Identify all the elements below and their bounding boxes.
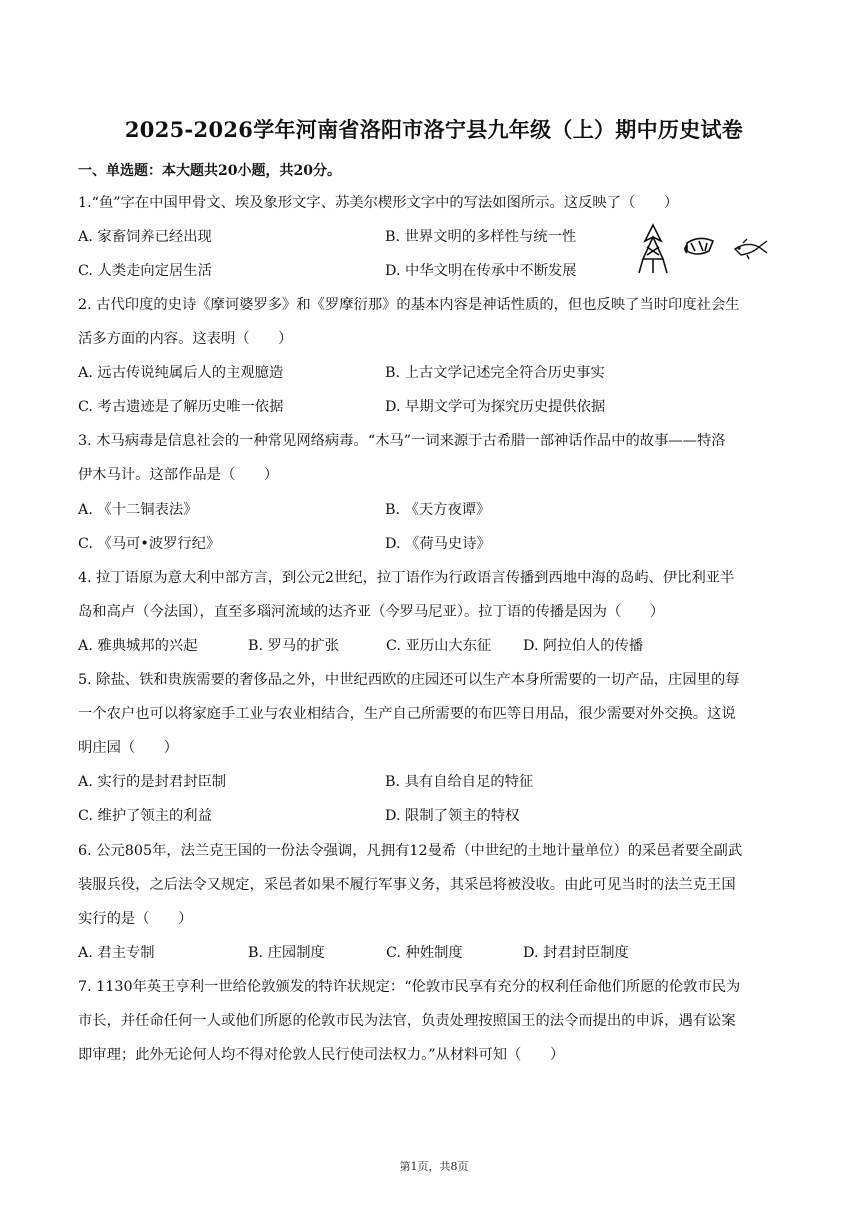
question-2-option-d: D. 早期文学可为探究历史提供依据 [385,399,606,415]
question-6-stem-line-3: 实行的是（ ） [78,911,193,927]
question-3-stem-line-2: 伊木马计。这部作品是（ ） [78,467,279,483]
question-5-stem-line-3: 明庄园（ ） [78,740,179,756]
section-heading: 一、单选题：本大题共20小题，共20分。 [78,163,341,179]
page-title: 2025-2026学年河南省洛阳市洛宁县九年级（上）期中历史试卷 [124,117,744,142]
fish-oracle-bone-icon [639,225,667,273]
question-4-option-a: A. 雅典城邦的兴起 [78,638,198,654]
question-6-option-b: B. 庄园制度 [248,945,325,961]
question-6-stem-line-2: 装服兵役，之后法令又规定，采邑者如果不履行军事义务，其采邑将被没收。由此可见当时的法兰克王国 [78,877,736,893]
question-3-option-a: A. 《十二铜表法》 [78,502,198,518]
question-5-stem-line-2: 一个农户也可以将家庭手工业与农业相结合，生产自己所需要的布匹等日用品，很少需要对外交换。这说 [78,706,736,722]
question-3-option-b: B. 《天方夜谭》 [385,502,491,518]
question-7-stem-line-3: 即审理；此外无论何人均不得对伦敦人民行使司法权力。”从材料可知（ ） [78,1047,565,1063]
question-2-stem-line-2: 活多方面的内容。这表明（ ） [78,331,293,347]
question-5-stem-line-1: 5. 除盐、铁和贵族需要的奢侈品之外，中世纪西欧的庄园还可以生产本身所需要的一切产品，庄园里的每 [78,672,740,688]
question-1-option-b: B. 世界文明的多样性与统一性 [385,229,577,245]
question-5-option-a: A. 实行的是封君封臣制 [78,774,227,790]
question-1-option-a: A. 家畜饲养已经出现 [78,229,212,245]
question-3-stem-line-1: 3. 木马病毒是信息社会的一种常见网络病毒。“木马”一词来源于古希腊一部神话作品中的故事——特洛 [78,433,726,449]
question-6-stem-line-1: 6. 公元805年，法兰克王国的一份法令强调，凡拥有12曼希（中世纪的土地计量单位）的采邑者要全副武 [78,843,743,859]
question-6-option-d: D. 封君封臣制度 [523,945,629,961]
question-7-stem-line-2: 市长，并任命任何一人或他们所愿的伦敦市民为法官，负责处理按照国王的法令而提出的申诉，遇有讼案 [78,1013,736,1029]
question-3-option-c: C. 《马可•波罗行纪》 [78,536,221,552]
question-2-stem-line-1: 2. 古代印度的史诗《摩诃婆罗多》和《罗摩衍那》的基本内容是神话性质的，但也反映了当时印度社会生 [78,297,740,313]
question-2-option-b: B. 上古文学记述完全符合历史事实 [385,365,605,381]
question-5-option-c: C. 维护了领主的利益 [78,808,212,824]
question-4-option-d: D. 阿拉伯人的传播 [523,638,644,654]
page-footer: 第1页，共8页 [399,1160,469,1173]
question-4-option-c: C. 亚历山大东征 [386,638,492,654]
question-5-option-b: B. 具有自给自足的特征 [385,774,534,790]
question-5-option-d: D. 限制了领主的特权 [385,808,520,824]
question-2-option-a: A. 远古传说纯属后人的主观臆造 [78,365,284,381]
fish-scripts-figure [635,221,770,277]
question-4-stem-line-2: 岛和高卢（今法国），直至多瑙河流域的达齐亚（今罗马尼亚）。拉丁语的传播是因为（ ） [78,604,665,620]
question-6-option-a: A. 君主专制 [78,945,155,961]
question-1-option-d: D. 中华文明在传承中不断发展 [385,263,577,279]
question-1-stem: 1.“鱼”字在中国甲骨文、埃及象形文字、苏美尔楔形文字中的写法如图所示。这反映了（ ） [78,195,679,211]
question-7-stem-line-1: 7. 1130年英王亨利一世给伦敦颁发的特许状规定：“伦敦市民享有充分的权利任命他们所愿的伦敦市民为 [78,979,741,995]
question-3-option-d: D. 《荷马史诗》 [385,536,491,552]
fish-cuneiform-icon [685,238,713,254]
question-4-stem-line-1: 4. 拉丁语原为意大利中部方言，到公元2世纪，拉丁语作为行政语言传播到西地中海的岛屿、伊比利亚半 [78,570,735,586]
question-4-option-b: B. 罗马的扩张 [248,638,340,654]
question-1-option-c: C. 人类走向定居生活 [78,263,212,279]
fish-hieroglyph-icon [735,239,767,259]
question-2-option-c: C. 考古遗迹是了解历史唯一依据 [78,399,284,415]
question-6-option-c: C. 种姓制度 [386,945,463,961]
